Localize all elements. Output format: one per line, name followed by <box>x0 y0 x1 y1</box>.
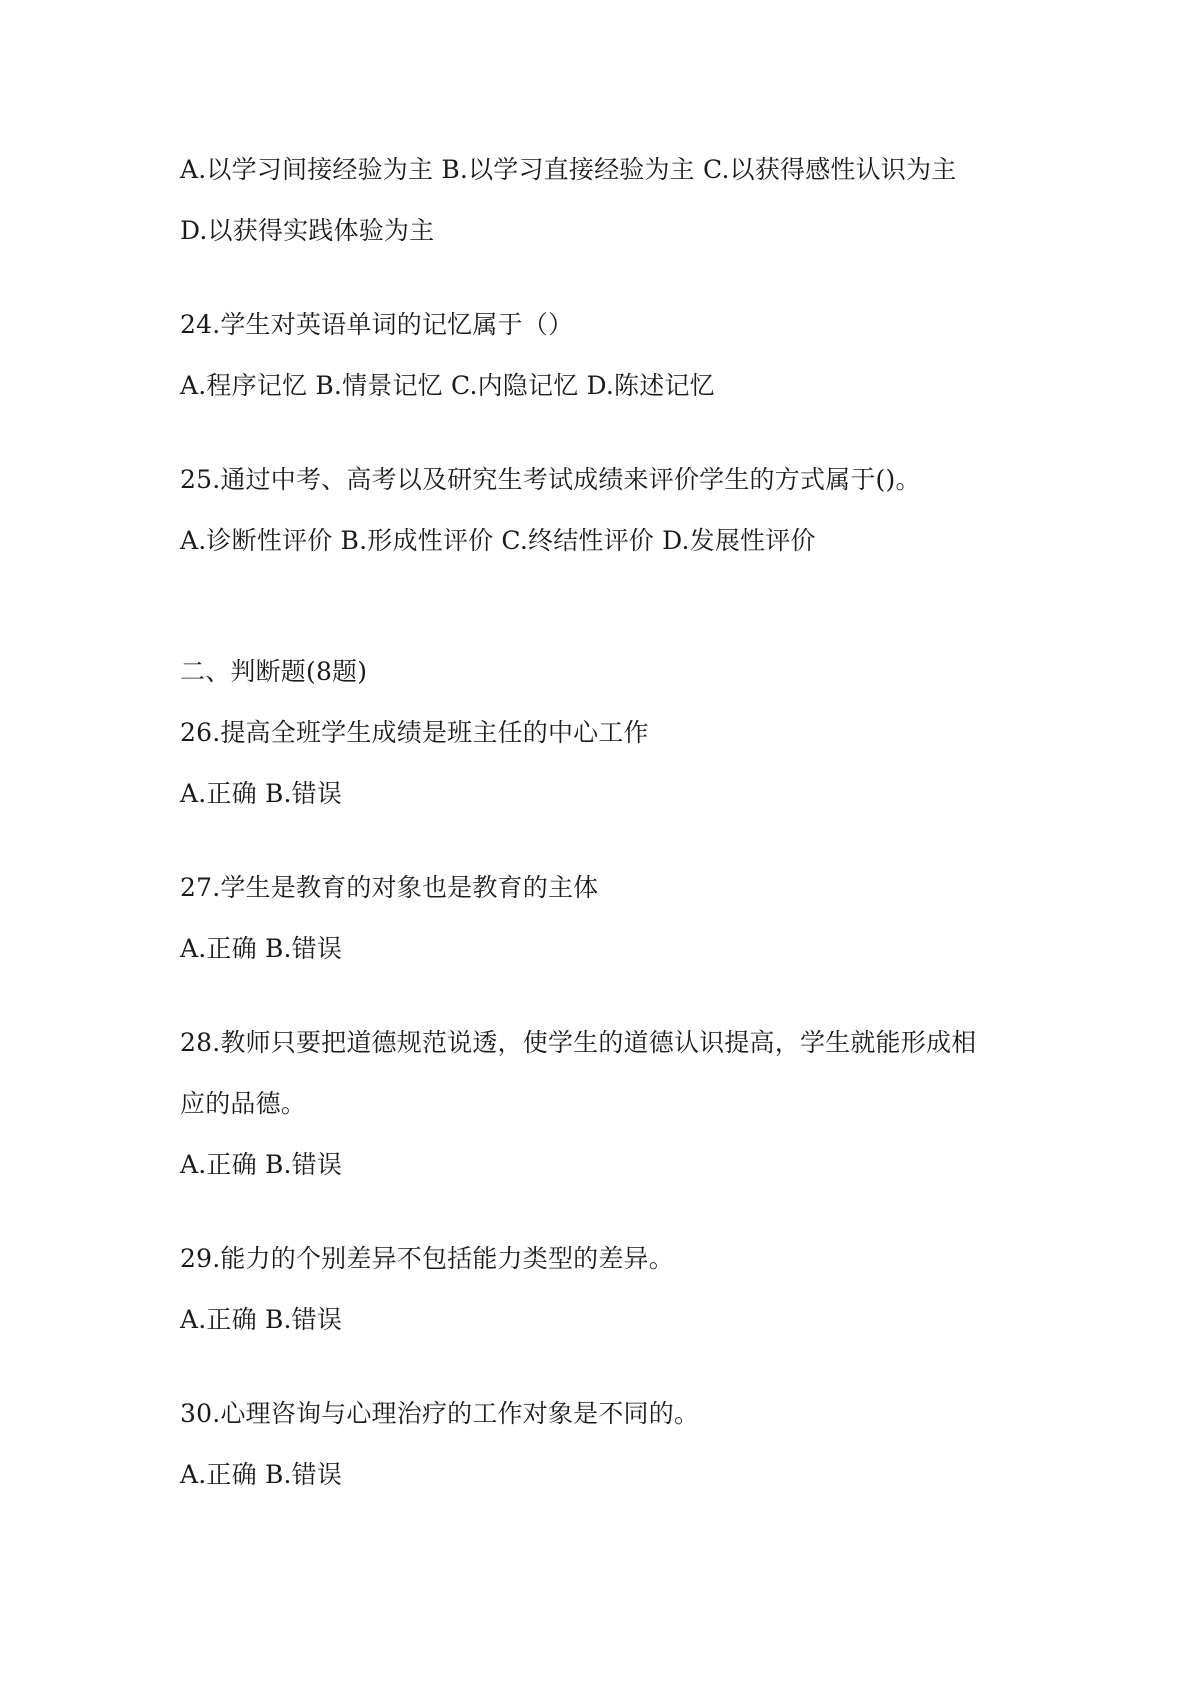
q29-stem: 29.能力的个别差异不包括能力类型的差异。 <box>180 1244 674 1273</box>
q23-options-line-2: D.以获得实践体验为主 <box>180 216 435 245</box>
q27-stem: 27.学生是教育的对象也是教育的主体 <box>180 873 599 902</box>
q30-options: A.正确 B.错误 <box>180 1460 343 1489</box>
q27-options: A.正确 B.错误 <box>180 934 343 963</box>
q29-options: A.正确 B.错误 <box>180 1305 343 1334</box>
q25-stem: 25.通过中考、高考以及研究生考试成绩来评价学生的方式属于()。 <box>180 465 921 494</box>
q26-stem: 26.提高全班学生成绩是班主任的中心工作 <box>180 718 649 747</box>
q26-options: A.正确 B.错误 <box>180 779 343 808</box>
q28-stem-line-1: 28.教师只要把道德规范说透，使学生的道德认识提高，学生就能形成相 <box>180 1028 977 1057</box>
q23-options-line-1: A.以学习间接经验为主 B.以学习直接经验为主 C.以获得感性认识为主 <box>180 155 957 184</box>
q30-stem: 30.心理咨询与心理治疗的工作对象是不同的。 <box>180 1399 700 1428</box>
q28-options: A.正确 B.错误 <box>180 1150 343 1179</box>
section-title: 二、判断题(8题) <box>180 657 368 686</box>
q24-options: A.程序记忆 B.情景记忆 C.内隐记忆 D.陈述记忆 <box>180 371 715 400</box>
q25-options: A.诊断性评价 B.形成性评价 C.终结性评价 D.发展性评价 <box>180 526 816 555</box>
q28-stem-line-2: 应的品德。 <box>180 1089 307 1118</box>
q24-stem: 24.学生对英语单词的记忆属于（） <box>180 310 574 339</box>
